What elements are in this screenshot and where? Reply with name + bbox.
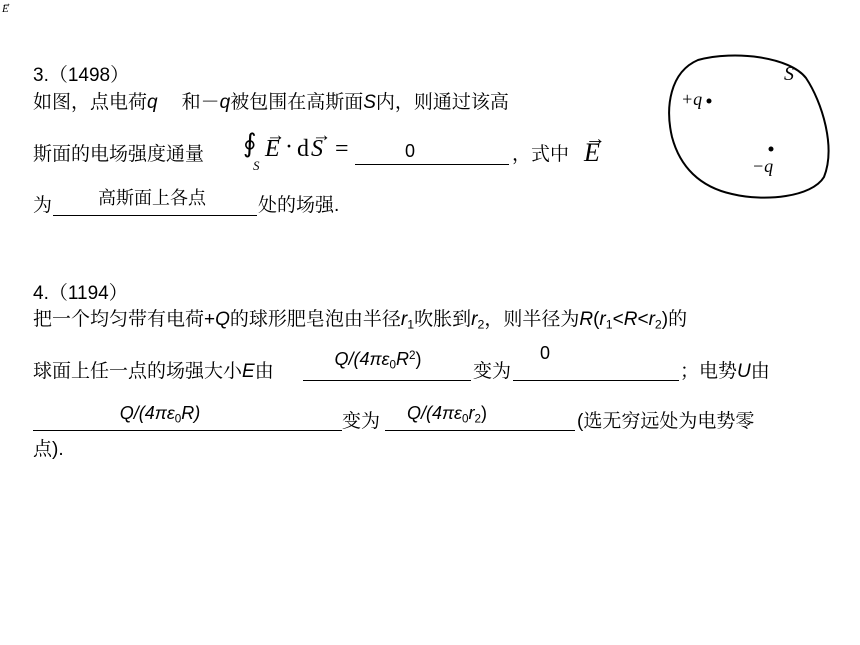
q3-number: 3.（1498） [33,65,130,86]
q4-ans1-post: ) [415,349,422,369]
q4-l1-d: ，则半径为 [484,309,580,330]
corner-e-text: → E [2,4,9,15]
q3-answer1: 0 [404,141,415,161]
integral-subscript: S [253,158,260,173]
q4-ans1-R: R [395,349,409,369]
q4-lt1: < [612,309,624,330]
q4-ans1-sup: 2 [408,349,416,363]
q4-ans3-pre: Q/(4πε [119,403,175,423]
s-vector: → S [311,137,323,161]
q3-blank2[interactable] [53,215,257,216]
q4-r2: r [471,309,478,330]
q4-q-symbol: Q [215,309,230,330]
q4-number: 4.（1194） [33,283,128,304]
q4-l1-b: 的球形肥皂泡由半径 [229,309,401,330]
q4-r1b-sub: 1 [605,317,613,332]
q4-answer4 [392,403,502,426]
q4-ans4-post: ) [481,403,487,423]
q3-q-negative: q [219,92,231,113]
q4-l3-b: (选无穷远处为电势零 [577,411,755,432]
q3-e-big [584,140,600,166]
q4-lt2: < [637,309,649,330]
dot-operator: · [285,134,293,160]
q4-ans4-r: r [468,403,475,423]
q4-answer1 [318,349,438,372]
q3-q-positive: q [147,92,158,113]
q3-line1-b: 和－ [181,92,220,113]
q4-ans3-post: R) [181,403,201,423]
q3-answer2: 高斯面上各点 [98,188,206,208]
q4-blank3[interactable] [33,430,342,431]
q3-s-symbol: S [363,92,376,113]
q4-r1-sub: 1 [407,317,415,332]
positive-charge-label: +q [681,89,703,109]
q4-ans1-pre: Q/(4πε [334,349,390,369]
q4-R2: R [623,309,638,330]
q4-l2-d: ；电势 [680,361,738,382]
q4-answer2: 0 [539,343,550,363]
q3-line2-label: 斯面的电场强度通量 [33,144,205,165]
q4-ans4-pre: Q/(4πε [406,403,462,423]
q3-e-big-text: → E [584,140,600,166]
q3-line1-a: 如图，点电荷 [33,92,148,113]
q4-l2-a-group [33,362,274,381]
q4-e-symbol: E [242,361,255,382]
q3-line2-b: ，式中 [512,144,570,165]
surface-label-s: S [784,63,794,85]
q4-l1-c: 吹胀到 [414,309,472,330]
equals-sign: = [335,136,349,162]
q3-blank1[interactable] [355,164,509,165]
q4-l3-a: 变为 [342,411,381,432]
q4-u-symbol: U [737,361,751,382]
closed-integral-icon: ∮ [243,129,257,158]
q4-paren-close: )的 [661,309,688,330]
negative-charge-dot [769,147,774,152]
q4-l2-e: 由 [750,361,770,382]
q4-r2b-sub: 2 [654,317,662,332]
q4-paren-open: ( [593,309,600,330]
q4-ans4-rsub: 2 [474,412,481,426]
q3-line1-c: 被包围在高斯面 [230,92,364,113]
q4-l2-rest [680,362,770,381]
corner-e-symbol [2,4,9,15]
q4-l2-c: 变为 [473,361,512,382]
q4-r1b: r [599,309,606,330]
q4-ans4-sub: 0 [461,412,469,426]
q4-blank4[interactable] [385,430,575,431]
negative-charge-label: −q [752,156,774,176]
q4-line1 [33,309,688,332]
q3-line1 [33,93,509,112]
q4-l2-a: 球面上任一点的场强大小 [33,361,243,382]
q4-R: R [579,309,594,330]
gaussian-surface-outline [669,56,828,198]
e-vector: → E [265,137,280,161]
q3-line3-a: 为 [33,195,53,216]
q4-blank2[interactable] [513,380,679,381]
q4-ans3-sub: 0 [174,412,182,426]
q4-r1: r [400,309,408,330]
q4-r2b: r [648,309,655,330]
q3-line3-b: 处的场强. [258,195,340,216]
q4-ans1-sub: 0 [389,358,396,372]
positive-charge-dot [707,99,712,104]
d-symbol: d [297,136,309,162]
q4-r2-sub: 2 [477,317,485,332]
gaussian-surface-diagram [660,52,840,202]
q4-blank1[interactable] [303,380,471,381]
q4-answer3 [100,403,220,426]
q3-line1-d: 内，则通过该高 [375,92,509,113]
q4-l2-b: 由 [254,361,274,382]
q4-l4: 点). [33,439,64,460]
q4-l1-a: 把一个均匀带有电荷+ [33,309,216,330]
